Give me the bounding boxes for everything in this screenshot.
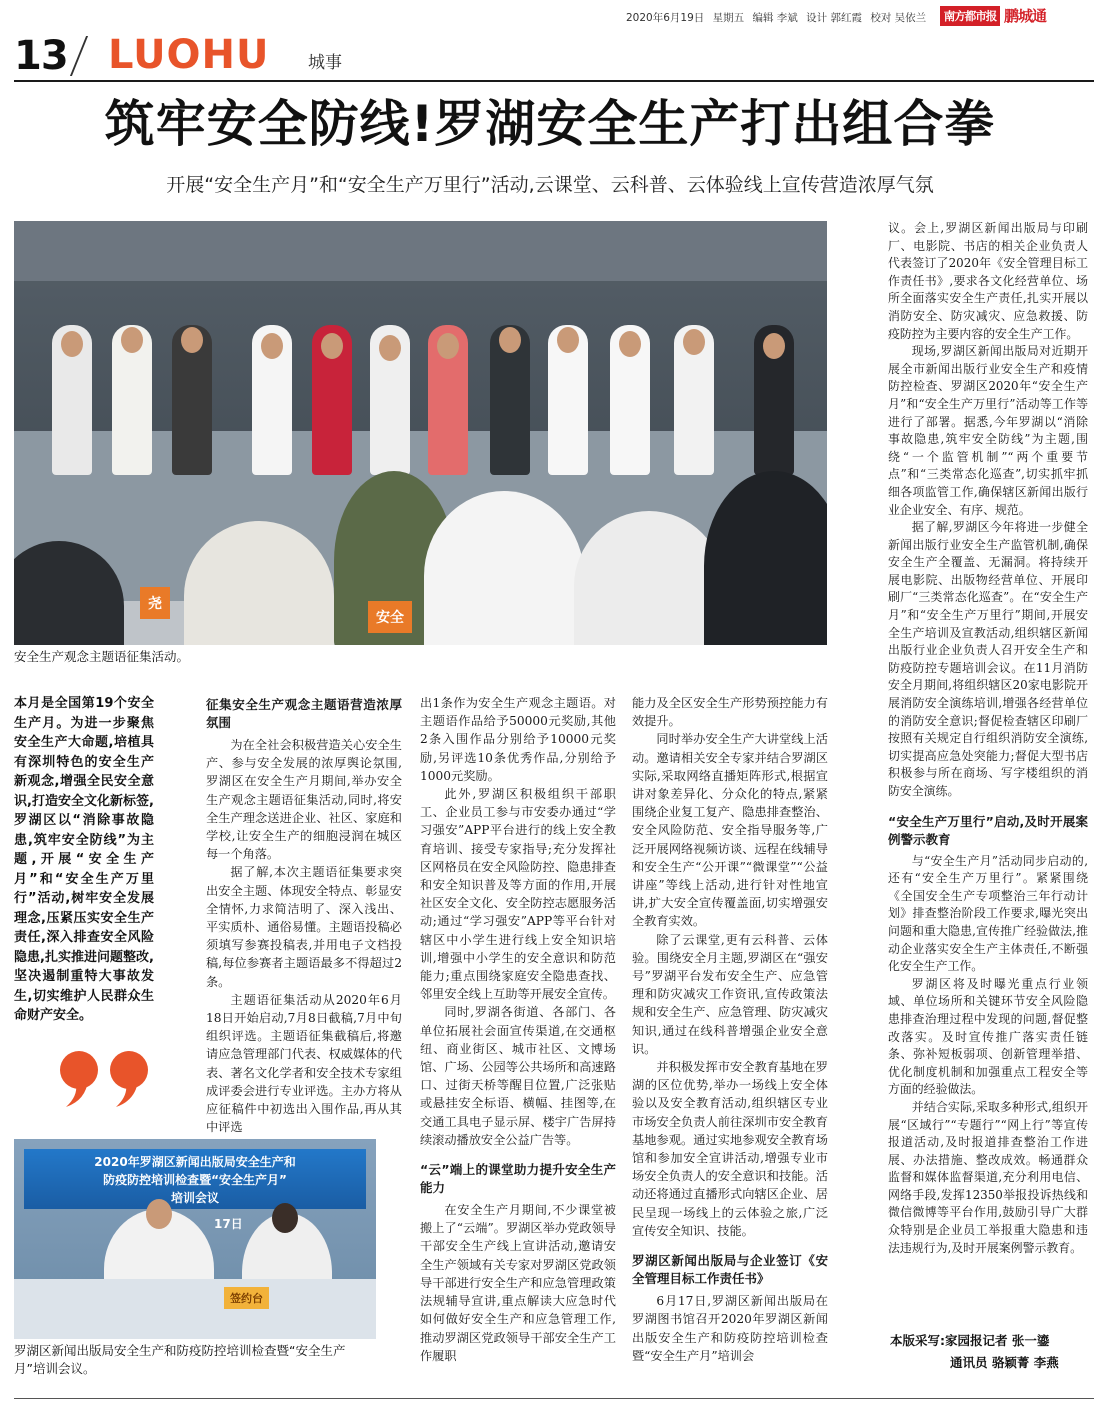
header-rule [14, 80, 1094, 82]
spacer [632, 1240, 828, 1250]
page-header [0, 0, 1100, 82]
main-photo [14, 221, 827, 645]
banner-line: 2020年罗湖区新闻出版局安全生产和 [94, 1155, 296, 1169]
proofreader-credit: 校对 吴依兰 [870, 12, 927, 24]
paragraph: 能力及全区安全生产形势预控能力有效提升。 [632, 696, 828, 729]
person-head [499, 327, 521, 353]
paragraph: 除了云课堂,更有云科普、云体验。围绕安全月主题,罗湖区在“强安号”罗湖平台发布安全生产、应急管理和防灾减灾工作资讯,宣传政策法规和安全生产、应急管理、防灾减灾知识,通过在线科普增强企业安全意识。 [632, 932, 828, 1056]
paragraph: 为在全社会积极营造关心安全生产、参与安全发展的浓厚舆论氛围,罗湖区在安全生产月期间,举办安全生产观念主题语征集活动,同时,将安全生产理念送进企业、社区、家庭和学校,让安全生产的细胞浸润在城区每一个角落。 [206, 738, 402, 862]
editor-credit: 编辑 李斌 [752, 12, 798, 24]
section-subtitle: 城事 [308, 53, 342, 73]
article-column-2 [206, 694, 402, 1136]
ceiling [14, 221, 827, 281]
subheadline: 开展“安全生产月”和“安全生产万里行”活动,云课堂、云科普、云体验线上宣传营造浓厚气氛 [166, 174, 934, 196]
table-sign: 安全 [368, 601, 412, 633]
person-head [181, 327, 203, 353]
page-number: 13 [14, 33, 68, 79]
spacer [420, 1149, 616, 1159]
paragraph: 议。会上,罗湖区新闻出版局与印刷厂、电影院、书店的相关企业负责人代表签订了2020年《安全管理目标工作责任书》,要求各文化经营单位、场所全面落实安全生产责任,扎实开展以消防安全、防灾减灾、应急救援、防疫防控为主要内容的安全生产工作。 [888, 221, 1088, 341]
banner-line: 防疫防控培训检查暨“安全生产月” [103, 1173, 287, 1187]
person-head [379, 335, 401, 361]
main-photo-caption: 安全生产观念主题语征集活动。 [14, 649, 190, 664]
footer-rule [14, 1398, 1094, 1399]
section-name: LUOHU [108, 32, 270, 78]
table-sign: 尧 [140, 587, 170, 619]
paragraph: 同时,罗湖各街道、各部门、各单位拓展社会面宣传渠道,在交通枢纽、商业街区、城市社区、文博场馆、广场、公园等公共场所和高速路口、过街天桥等醒目位置,广泛张贴或悬挂安全标语、横幅、挂图等,在交通工具电子显示屏、楼宇广告屏持续滚动播放安全公益广告等。 [420, 1005, 616, 1147]
signing-table [14, 1279, 376, 1339]
paragraph: 出1条作为安全生产观念主题语。对主题语作品给予50000元奖励,其他2条入围作品分别给予10000元奖励,另评选10条优秀作品,分别给予1000元奖励。 [420, 696, 616, 783]
quote-glyph [58, 1050, 100, 1108]
issue-date: 2020年6月19日 [626, 12, 705, 24]
section-heading: 罗湖区新闻出版局与企业签订《安全管理目标工作责任书》 [632, 1253, 828, 1287]
paragraph: 在安全生产月期间,不少课堂被搬上了“云端”。罗湖区举办党政领导干部安全生产线上宣讲活动,邀请安全生产领域有关专家对罗湖区党政领导干部进行安全生产和应急管理政策法规辅导宣讲,重点解读大应急时代如何做好安全生产和应急管理工作,推动罗湖区党政领导干部安全生产工作履职 [420, 1203, 616, 1363]
person-head [261, 333, 283, 359]
person-head [321, 333, 343, 359]
paragraph: 罗湖区将及时曝光重点行业领域、单位场所和关键环节安全风险隐患排查治理过程中发现的问题,督促整改落实。及时宣传推广落实责任链条、弥补短板弱项、创新管理举措、优化制度机制和加强重点工程安全等方面的经验做法。 [888, 976, 1088, 1097]
paragraph: 与“安全生产月”活动同步启动的,还有“安全生产万里行”。紧紧围绕《全国安全生产专项整治三年行动计划》排查整治阶段工作要求,曝光突出问题和重大隐患,宣传推广经验做法,推动企业落实安全生产主体责任,不断强化安全生产工作。 [888, 853, 1088, 974]
person-head [619, 331, 641, 357]
event-banner [24, 1149, 366, 1209]
byline [890, 1330, 1090, 1374]
paragraph: 据了解,本次主题语征集要求突出安全主题、体现安全特点、彰显安全情怀,力求简洁明了、深入浅出、平实质朴、通俗易懂。主题语投稿必须填写参赛投稿表,并用电子文档投稿,每位参赛者主题语最多不得超过2条。 [206, 865, 402, 989]
issue-weekday: 星期五 [712, 12, 745, 24]
person-head [61, 331, 83, 357]
person-head [683, 329, 705, 355]
paragraph: 此外,罗湖区积极组织干部职工、企业员工参与市安委办通过“学习强安”APP平台进行的线上安全教育培训、接受专家指导;充分发挥社区网格员在安全风险防控、隐患排查和安全知识普及等方面的作用,开展社区安全文化、安全防控志愿服务活动;通过“学习强安”APP等平台针对辖区中小学生进行线上安全知识培训,增强中小学生的安全意识和防范能力;重点围绕家庭安全隐患查找、邻里安全线上互助等开展安全宣传。 [420, 787, 616, 1002]
quote-mark-icon [58, 1050, 158, 1120]
quote-glyph [108, 1050, 150, 1108]
training-photo-caption: 罗湖区新闻出版局安全生产和防疫防控培训检查暨“安全生产月”培训会议。 [14, 1343, 346, 1376]
brand-logo: 鹏城通 [1004, 7, 1047, 25]
section-heading: “安全生产万里行”启动,及时开展案例警示教育 [888, 813, 1088, 847]
article-column-5 [888, 220, 1088, 1257]
paragraph: 并积极发挥市安全教育基地在罗湖的区位优势,举办一场线上安全体验以及安全教育活动,组织辖区专业市场安全负责人前往深圳市安全教育基地参观。通过实地参观安全教育场馆和参加安全宣讲活动,增强专业市场安全负责人的安全意识和技能。活动还将通过直播形式向辖区企业、居民呈现一场线上的云体验之旅,广泛宣传安全知识、技能。 [632, 1060, 828, 1238]
person-head [121, 327, 143, 353]
banner-line: 培训会议 [170, 1191, 219, 1205]
section-heading: 征集安全生产观念主题语营造浓厚氛围 [206, 697, 402, 730]
paragraph: 并结合实际,采取多种形式,组织开展“区域行”“专题行”“网上行”等宣传报道活动,及时报道排查整治工作进展、办法措施、整改成效。畅通群众监督和媒体监督渠道,充分利用电信、网络手段,发挥12350举报投诉热线和微信微博等平台作用,鼓励引导广大群众特别是企业员工举报重大隐患和违法违规行为,及时开展案例警示教育。 [888, 1099, 1088, 1255]
divider-slash [70, 36, 88, 76]
participant-head [272, 1203, 298, 1233]
paragraph: 现场,罗湖区新闻出版局对近期开展全市新闻出版行业安全生产和疫情防控检查、罗湖区2020年“安全生产月”和“安全生产万里行”活动等工作等进行了部署。据悉,今年罗湖以“消除事故隐患,筑牢安全防线”为主题,围绕“一个监管机制”“两个重要节点”和“三类常态化巡查”,切实抓牢抓细各项监管工作,确保辖区新闻出版行业企业安全、有序、规范。 [888, 344, 1088, 517]
signing-placard: 签约台 [224, 1287, 269, 1309]
banner-date: 17日 [214, 1217, 243, 1231]
paragraph: 据了解,罗湖区今年将进一步健全新闻出版行业安全生产监管机制,确保安全生产全覆盖、无漏洞。将持续开展电影院、出版物经营单位、开展印刷厂“三类常态化巡查”。在“安全生产月”和“安全生产万里行”期间,开展安全生产培训及宣教活动,组织辖区新闻出版行业企业负责人召开安全生产和防疫防控专题培训会议。在11月消防安全月期间,将组织辖区20家电影院开展消防安全演练培训,增强各经营单位的消防安全意识;督促检查辖区印刷厂按照有关规定自行组织消防安全演练,切实提高应急处突能力;督促大型书店积极参与所在商场、写字楼组织的消防安全演练。 [888, 520, 1088, 798]
paper-logo: 南方都市报 [940, 6, 1000, 26]
section-heading: “云”端上的课堂助力提升安全生产能力 [420, 1162, 616, 1196]
byline-reporter: 本版采写:家园报记者 张一鎏 [890, 1333, 1050, 1348]
issue-meta [626, 10, 931, 25]
participant-head [146, 1199, 172, 1229]
person-head [763, 333, 785, 359]
paragraph: 同时举办安全生产大讲堂线上活动。邀请相关安全专家并结合罗湖区实际,采取网络直播矩阵形式,根据宣讲对象差异化、分众化的特点,紧紧围绕企业复工复产、隐患排查整治、安全风险防范、安全指导服务等,广泛开展网络视频访谈、远程在线辅导和安全生产“公开课”“微课堂”“公益讲座”等线上活动,进行针对性地宣讲,扩大安全宣传覆盖面,切实增强安全教育实效。 [632, 732, 828, 929]
person-head [557, 327, 579, 353]
lead-paragraph: 本月是全国第19个安全生产月。为进一步聚焦安全生产大命题,培植具有深圳特色的安全生产新观念,增强全民安全意识,打造安全文化新标签,罗湖区以“消除事故隐患,筑牢安全防线”为主题,开展“安全生产月”和“安全生产万里行”活动,树牢安全发展理念,压紧压实安全生产责任,深入排查安全风险隐患,扎实推进问题整改,坚决遏制重特大事故发生,切实维护人民群众生命财产安全。 [14, 696, 154, 1023]
designer-credit: 设计 郭红霞 [806, 12, 862, 24]
byline-correspondents: 通讯员 骆颖菁 李燕 [950, 1355, 1059, 1370]
article-column-4 [632, 694, 828, 1365]
person-head [437, 333, 459, 359]
headline: 筑牢安全防线!罗湖安全生产打出组合拳 [104, 95, 996, 153]
paragraph: 主题语征集活动从2020年6月18日开始启动,7月8日截稿,7月中旬组织评选。主题语征集截稿后,将邀请应急管理部门代表、权威媒体的代表、著名文化学者和安全技术专家组成评委会进行专业评选。主办方将从应征稿件中初选出入围作品,再从其中评选 [206, 992, 402, 1135]
paragraph: 6月17日,罗湖区新闻出版局在罗湖图书馆召开2020年罗湖区新闻出版安全生产和防疫防控培训检查暨“安全生产月”培训会 [632, 1294, 828, 1363]
spacer [888, 801, 1088, 811]
article-column-3 [420, 694, 616, 1365]
training-photo [14, 1139, 376, 1339]
